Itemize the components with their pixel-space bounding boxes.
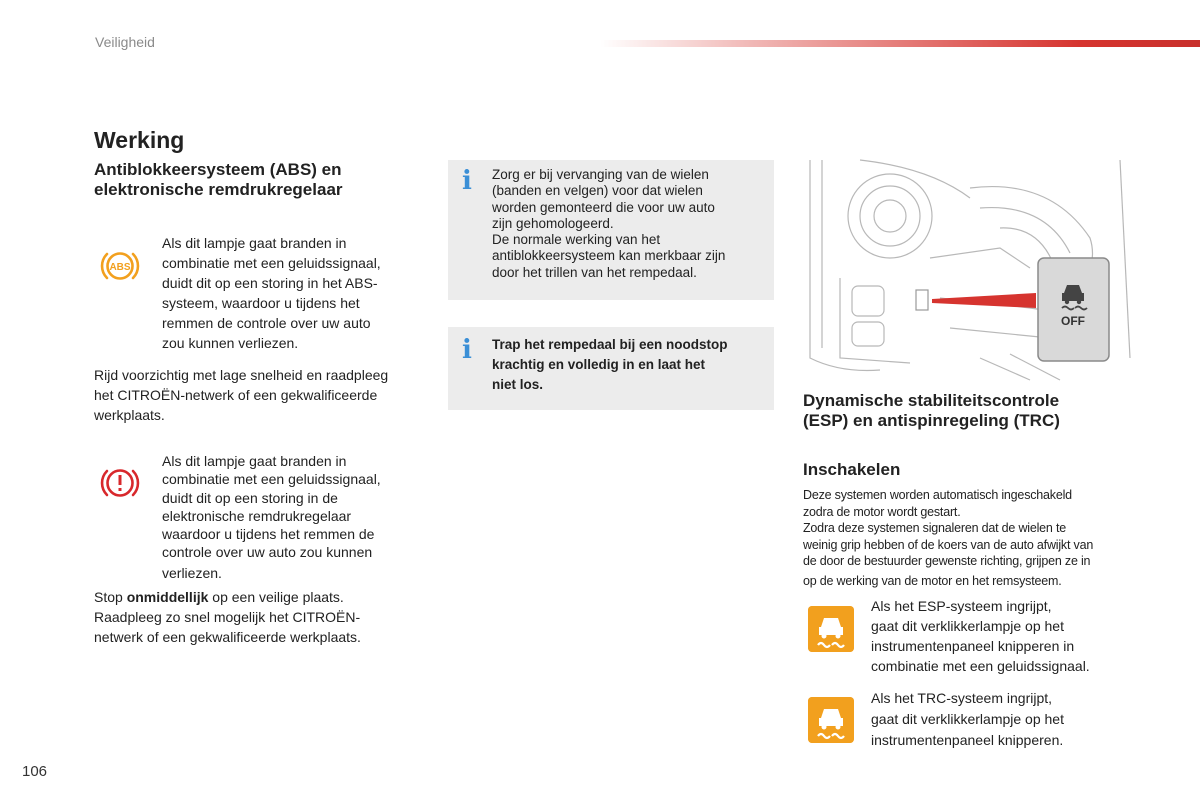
section-label: Veiligheid (95, 34, 155, 50)
auto-activation-text: Deze systemen worden automatisch ingeschakeld zodra de motor wordt gestart. Zodra deze systemen signaleren dat de wielen te weinig grip hebben of de koers van de auto afwijkt van de door de bestuurder gewenste richting, grijpen ze in op de werking van de motor en het remsysteem. (803, 488, 1094, 588)
info-box-emergency-stop (448, 327, 774, 410)
info-box-emergency-text: Trap het rempedaal bij een noodstop krachtig en volledig in en laat het niet los. (492, 337, 728, 392)
info-icon: i (462, 335, 472, 365)
advice-text: Rijd voorzichtig met lage snelheid en raadpleeg het CITROËN-netwerk of een gekwalificeerde werkplaats. (94, 367, 389, 423)
pointer-arrow (932, 293, 1036, 308)
trc-item-text: Als het TRC-systeem ingrijpt, gaat dit verklikkerlampje op het instrumentenpaneel knipperen. (871, 690, 1064, 748)
abs-warning-icon (99, 246, 141, 286)
trc-skid-icon (808, 697, 854, 743)
svg-text:ABS: ABS (109, 262, 131, 273)
activate-heading: Inschakelen (803, 460, 901, 479)
esp-skid-icon (808, 606, 854, 652)
info-box-wheels-text: Zorg er bij vervanging van de wielen (banden en velgen) voor dat wielen worden gemonteerd die voor uw auto zijn gehomologeerd. De normale werking van het antiblokkeersysteem kan merkbaar zijn door het trillen van het rempedaal. (492, 167, 726, 280)
esp-item-text: Als het ESP-systeem ingrijpt, gaat dit verklikkerlampje op het instrumentenpaneel knipperen in combinatie met een geluidssignaal. (871, 598, 1090, 674)
brake-warning-icon (99, 463, 141, 503)
abs-warning-text: Als dit lampje gaat branden in combinatie met een geluidssignaal, duidt dit op een storing in het ABS- systeem, waardoor u tijdens het remmen de controle over uw auto zou kunnen verliezen. (162, 235, 381, 351)
info-box-wheels (448, 160, 774, 300)
esp-heading: Dynamische stabiliteitscontrole (ESP) en antispinregeling (TRC) (803, 391, 1060, 430)
stop-text: Stop onmiddellijk op een veilige plaats. Raadpleeg zo snel mogelijk het CITROËN- netwerk of een gekwalificeerde werkplaats. (94, 587, 434, 647)
off-label: OFF (1061, 314, 1085, 328)
switch-slot (916, 290, 928, 310)
page-title: Werking (94, 127, 185, 153)
info-icon: i (462, 166, 472, 196)
stop-line: Stop onmiddellijk op een veilige plaats. (94, 589, 344, 605)
brake-warning-text: Als dit lampje gaat branden in combinatie met een geluidssignaal, duidt dit op een storing in de elektronische remdrukregelaar waardoor u tijdens het remmen de controle over uw auto zou kunnen verliezen. (162, 453, 381, 581)
header-accent-bar (600, 40, 1200, 47)
page-number: 106 (22, 763, 48, 780)
abs-heading: Antiblokkeersysteem (ABS) en elektronische remdrukregelaar (94, 160, 343, 199)
dashboard-illustration (800, 158, 1136, 382)
